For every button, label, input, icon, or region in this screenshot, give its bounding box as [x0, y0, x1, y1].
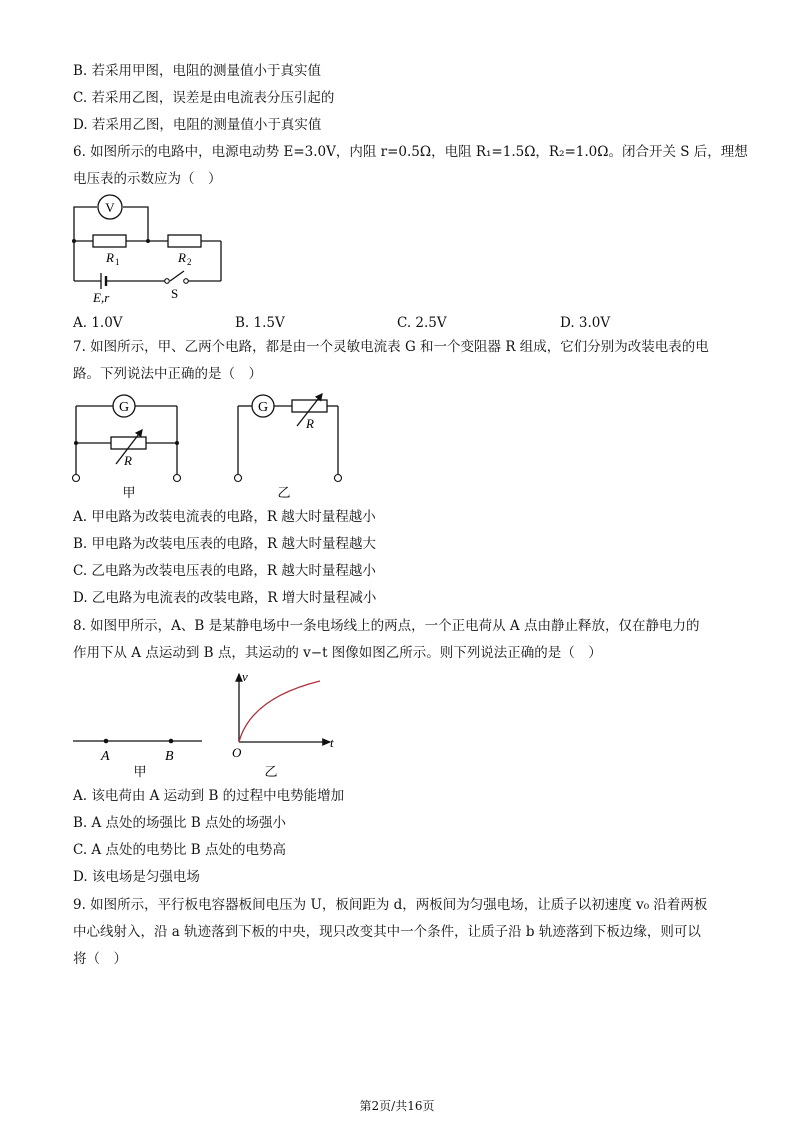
page-number: 第2页/共16页 [359, 1099, 435, 1113]
q9-stem-line3: 将（ ） [73, 951, 127, 967]
q8-caption-left: 甲 [133, 764, 147, 779]
q7-circuit-figure [66, 392, 356, 504]
q8-option-c: C. A 点处的电势比 B 点处的电势高 [73, 842, 286, 858]
q7-option-d: D. 乙电路为电流表的改装电路，R 增大时量程减小 [73, 590, 377, 606]
q8-caption-right: 乙 [264, 764, 278, 779]
q6-option-c: C. 2.5V [397, 315, 447, 331]
q8-option-d: D. 该电场是匀强电场 [73, 869, 200, 885]
q8-stem-line1: 8. 如图甲所示，A、B 是某静电场中一条电场线上的两点，一个正电荷从 A 点由静止释放，仅在静电力的 [73, 618, 700, 634]
q8-option-b: B. A 点处的场强比 B 点处的场强小 [73, 815, 287, 831]
q6-option-b: B. 1.5V [235, 315, 285, 331]
galvanometer-label-left: G [118, 400, 130, 415]
q6-option-d: D. 3.0V [560, 315, 611, 331]
switch-label: S [171, 286, 179, 301]
q7-caption-right: 乙 [277, 485, 291, 500]
resistor-label-right: R [306, 416, 314, 431]
q6-stem-line1: 6. 如图所示的电路中，电源电动势 E=3.0V，内阻 r=0.5Ω，电阻 R₁=1.5Ω，R₂=1.0Ω。闭合开关 S 后，理想 [73, 144, 748, 160]
q8-option-a: A. 该电荷由 A 运动到 B 的过程中电势能增加 [73, 788, 345, 804]
q6-circuit-figure [66, 190, 236, 308]
q7-option-b: B. 甲电路为改装电压表的电路，R 越大时量程越大 [73, 536, 376, 552]
source-label: E,r [93, 290, 110, 305]
q9-stem-line1: 9. 如图所示，平行板电容器板间电压为 U，板间距为 d，两板间为匀强电场，让质子以初速度 v₀ 沿着两板 [73, 897, 708, 913]
q5-option-b: B. 若采用甲图，电阻的测量值小于真实值 [73, 63, 322, 79]
voltmeter-label: V [105, 200, 115, 215]
q8-figure [66, 668, 346, 783]
q7-caption-left: 甲 [122, 485, 136, 500]
q5-option-c: C. 若采用乙图，误差是由电流表分压引起的 [73, 90, 335, 106]
r2-label: R [178, 250, 186, 265]
r1-label: R [106, 250, 114, 265]
point-b-label: B [165, 749, 174, 764]
q7-option-a: A. 甲电路为改装电流表的电路，R 越大时量程越小 [73, 509, 376, 525]
origin-label: O [232, 745, 242, 760]
q7-option-c: C. 乙电路为改装电压表的电路，R 越大时量程越小 [73, 563, 376, 579]
q9-stem-line2: 中心线射入，沿 a 轨迹落到下板的中央，现只改变其中一个条件，让质子沿 b 轨迹落到下板边缘，则可以 [73, 924, 701, 940]
q8-stem-line2: 作用下从 A 点运动到 B 点，其运动的 v−t 图像如图乙所示。则下列说法正确的是（ ） [73, 645, 602, 661]
t-axis-label: t [330, 735, 334, 750]
r2-subscript: 2 [187, 257, 192, 267]
q6-option-a: A. 1.0V [73, 315, 123, 331]
v-axis-label: v [242, 669, 248, 684]
resistor-label-left: R [124, 453, 132, 468]
q7-stem-line1: 7. 如图所示，甲、乙两个电路，都是由一个灵敏电流表 G 和一个变阻器 R 组成，它们分别为改装电表的电 [73, 339, 709, 355]
q6-stem-line2: 电压表的示数应为（ ） [73, 171, 222, 187]
r1-subscript: 1 [115, 257, 120, 267]
galvanometer-label-right: G [257, 400, 269, 415]
vt-curve [239, 681, 320, 742]
q5-option-d: D. 若采用乙图，电阻的测量值小于真实值 [73, 117, 322, 133]
point-a-label: A [101, 749, 110, 764]
q7-stem-line2: 路。下列说法中正确的是（ ） [73, 366, 262, 382]
